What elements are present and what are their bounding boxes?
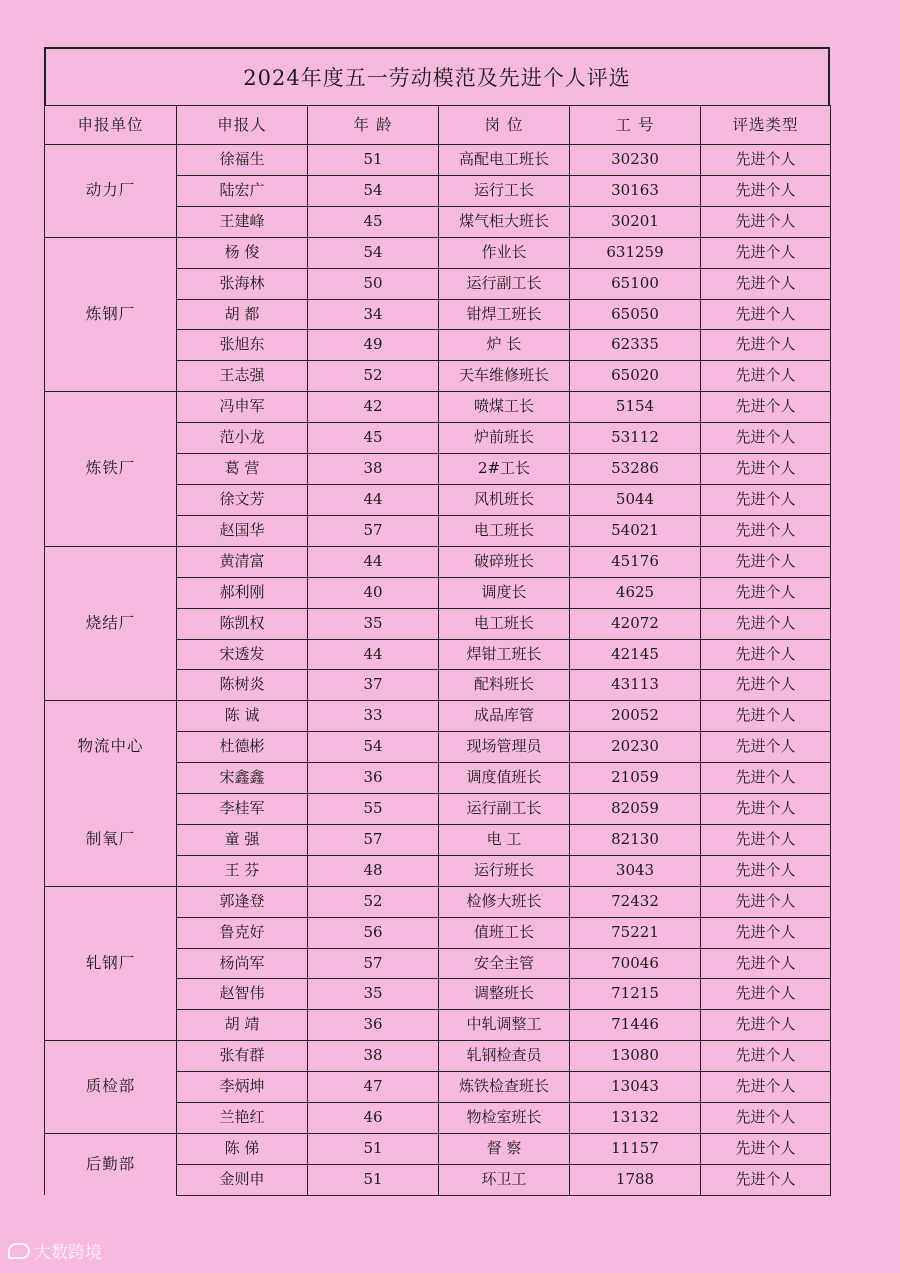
person-cell: 杨尚军 — [177, 948, 308, 979]
employee-id-cell: 5044 — [570, 484, 701, 515]
post-cell: 调度长 — [439, 577, 570, 608]
table-row — [45, 546, 831, 577]
employee-id-cell: 13080 — [570, 1041, 701, 1072]
age-cell: 44 — [308, 639, 439, 670]
employee-id-cell: 30163 — [570, 175, 701, 206]
watermark-logo-icon — [8, 1243, 30, 1259]
post-cell: 风机班长 — [439, 484, 570, 515]
post-cell: 督 察 — [439, 1134, 570, 1165]
age-cell: 47 — [308, 1072, 439, 1103]
award-type-cell: 先进个人 — [701, 639, 831, 670]
post-cell: 运行班长 — [439, 855, 570, 886]
employee-id-cell: 20052 — [570, 701, 701, 732]
employee-id-cell: 72432 — [570, 886, 701, 917]
age-cell: 57 — [308, 515, 439, 546]
table-row — [45, 701, 831, 732]
person-cell: 王建峰 — [177, 206, 308, 237]
person-cell: 黄清富 — [177, 546, 308, 577]
col-header-post: 岗 位 — [439, 106, 570, 145]
award-type-cell: 先进个人 — [701, 330, 831, 361]
person-cell: 陈树炎 — [177, 670, 308, 701]
employee-id-cell: 82130 — [570, 824, 701, 855]
age-cell: 44 — [308, 484, 439, 515]
employee-id-cell: 65020 — [570, 361, 701, 392]
employee-id-cell: 75221 — [570, 917, 701, 948]
table-row — [45, 1041, 831, 1072]
unit-cell: 动力厂 — [45, 145, 177, 238]
employee-id-cell: 1788 — [570, 1164, 701, 1195]
post-cell: 值班工长 — [439, 917, 570, 948]
employee-id-cell: 65100 — [570, 268, 701, 299]
table-row — [45, 145, 831, 176]
age-cell: 52 — [308, 886, 439, 917]
person-cell: 李炳坤 — [177, 1072, 308, 1103]
unit-cell: 轧钢厂 — [45, 886, 177, 1041]
award-type-cell: 先进个人 — [701, 361, 831, 392]
document-title: 2024年度五一劳动模范及先进个人评选 — [44, 47, 830, 105]
award-type-cell: 先进个人 — [701, 1164, 831, 1195]
employee-id-cell: 5154 — [570, 392, 701, 423]
age-cell: 38 — [308, 1041, 439, 1072]
award-type-cell: 先进个人 — [701, 886, 831, 917]
age-cell: 54 — [308, 237, 439, 268]
age-cell: 50 — [308, 268, 439, 299]
post-cell: 运行工长 — [439, 175, 570, 206]
table-row — [45, 392, 831, 423]
post-cell: 天车维修班长 — [439, 361, 570, 392]
award-type-cell: 先进个人 — [701, 824, 831, 855]
age-cell: 40 — [308, 577, 439, 608]
post-cell: 炉前班长 — [439, 423, 570, 454]
employee-id-cell: 20230 — [570, 732, 701, 763]
col-header-person: 申报人 — [177, 106, 308, 145]
age-cell: 44 — [308, 546, 439, 577]
post-cell: 中轧调整工 — [439, 1010, 570, 1041]
post-cell: 煤气柜大班长 — [439, 206, 570, 237]
award-type-cell: 先进个人 — [701, 206, 831, 237]
col-header-age: 年 龄 — [308, 106, 439, 145]
award-type-cell: 先进个人 — [701, 1041, 831, 1072]
award-type-cell: 先进个人 — [701, 732, 831, 763]
age-cell: 52 — [308, 361, 439, 392]
person-cell: 胡 靖 — [177, 1010, 308, 1041]
award-type-cell: 先进个人 — [701, 763, 831, 794]
award-type-cell: 先进个人 — [701, 237, 831, 268]
award-type-cell: 先进个人 — [701, 1072, 831, 1103]
unit-cell: 炼铁厂 — [45, 392, 177, 547]
person-cell: 胡 都 — [177, 299, 308, 330]
age-cell: 45 — [308, 206, 439, 237]
post-cell: 高配电工班长 — [439, 145, 570, 176]
person-cell: 葛 营 — [177, 454, 308, 485]
award-type-cell: 先进个人 — [701, 948, 831, 979]
employee-id-cell: 43113 — [570, 670, 701, 701]
age-cell: 56 — [308, 917, 439, 948]
watermark — [8, 1238, 102, 1263]
person-cell: 鲁克好 — [177, 917, 308, 948]
award-type-cell: 先进个人 — [701, 454, 831, 485]
award-type-cell: 先进个人 — [701, 515, 831, 546]
award-type-cell: 先进个人 — [701, 577, 831, 608]
person-cell: 张海林 — [177, 268, 308, 299]
post-cell: 轧钢检查员 — [439, 1041, 570, 1072]
person-cell: 张有群 — [177, 1041, 308, 1072]
age-cell: 57 — [308, 824, 439, 855]
post-cell: 焊钳工班长 — [439, 639, 570, 670]
award-type-cell: 先进个人 — [701, 855, 831, 886]
award-type-cell: 先进个人 — [701, 1134, 831, 1165]
post-cell: 炉 长 — [439, 330, 570, 361]
award-type-cell: 先进个人 — [701, 794, 831, 825]
post-cell: 破碎班长 — [439, 546, 570, 577]
age-cell: 35 — [308, 979, 439, 1010]
post-cell: 作业长 — [439, 237, 570, 268]
age-cell: 34 — [308, 299, 439, 330]
person-cell: 童 强 — [177, 824, 308, 855]
post-cell: 调整班长 — [439, 979, 570, 1010]
age-cell: 48 — [308, 855, 439, 886]
award-type-cell: 先进个人 — [701, 701, 831, 732]
age-cell: 42 — [308, 392, 439, 423]
post-cell: 炼铁检查班长 — [439, 1072, 570, 1103]
person-cell: 郭逢登 — [177, 886, 308, 917]
award-type-cell: 先进个人 — [701, 546, 831, 577]
person-cell: 徐福生 — [177, 145, 308, 176]
post-cell: 钳焊工班长 — [439, 299, 570, 330]
table-row — [45, 237, 831, 268]
award-type-cell: 先进个人 — [701, 484, 831, 515]
age-cell: 37 — [308, 670, 439, 701]
person-cell: 杜德彬 — [177, 732, 308, 763]
employee-id-cell: 42072 — [570, 608, 701, 639]
age-cell: 54 — [308, 732, 439, 763]
age-cell: 38 — [308, 454, 439, 485]
award-type-cell: 先进个人 — [701, 979, 831, 1010]
age-cell: 33 — [308, 701, 439, 732]
person-cell: 张旭东 — [177, 330, 308, 361]
employee-id-cell: 631259 — [570, 237, 701, 268]
person-cell: 王 芬 — [177, 855, 308, 886]
unit-cell: 制氧厂 — [45, 794, 177, 887]
post-cell: 环卫工 — [439, 1164, 570, 1195]
employee-id-cell: 13043 — [570, 1072, 701, 1103]
post-cell: 2#工长 — [439, 454, 570, 485]
age-cell: 51 — [308, 145, 439, 176]
table-row — [45, 886, 831, 917]
employee-id-cell: 53286 — [570, 454, 701, 485]
employee-id-cell: 45176 — [570, 546, 701, 577]
watermark-text: 大数跨境 — [34, 1243, 102, 1263]
award-type-cell: 先进个人 — [701, 175, 831, 206]
post-cell: 配料班长 — [439, 670, 570, 701]
age-cell: 35 — [308, 608, 439, 639]
award-type-cell: 先进个人 — [701, 608, 831, 639]
post-cell: 电 工 — [439, 824, 570, 855]
person-cell: 宋鑫鑫 — [177, 763, 308, 794]
employee-id-cell: 82059 — [570, 794, 701, 825]
col-header-employee-id: 工 号 — [570, 106, 701, 145]
col-header-unit: 申报单位 — [45, 106, 177, 145]
award-type-cell: 先进个人 — [701, 1103, 831, 1134]
award-type-cell: 先进个人 — [701, 268, 831, 299]
person-cell: 范小龙 — [177, 423, 308, 454]
employee-id-cell: 54021 — [570, 515, 701, 546]
person-cell: 兰艳红 — [177, 1103, 308, 1134]
person-cell: 陆宏广 — [177, 175, 308, 206]
person-cell: 杨 俊 — [177, 237, 308, 268]
person-cell: 冯申军 — [177, 392, 308, 423]
post-cell: 安全主管 — [439, 948, 570, 979]
award-type-cell: 先进个人 — [701, 670, 831, 701]
employee-id-cell: 4625 — [570, 577, 701, 608]
employee-id-cell: 11157 — [570, 1134, 701, 1165]
employee-id-cell: 65050 — [570, 299, 701, 330]
unit-cell: 物流中心 — [45, 701, 177, 794]
post-cell: 喷煤工长 — [439, 392, 570, 423]
age-cell: 51 — [308, 1134, 439, 1165]
post-cell: 成品库管 — [439, 701, 570, 732]
col-header-award-type: 评选类型 — [701, 106, 831, 145]
award-roster-table — [44, 105, 831, 1196]
award-type-cell: 先进个人 — [701, 917, 831, 948]
unit-cell: 后勤部 — [45, 1134, 177, 1196]
person-cell: 李桂军 — [177, 794, 308, 825]
person-cell: 赵国华 — [177, 515, 308, 546]
post-cell: 电工班长 — [439, 515, 570, 546]
employee-id-cell: 30230 — [570, 145, 701, 176]
post-cell: 调度值班长 — [439, 763, 570, 794]
employee-id-cell: 30201 — [570, 206, 701, 237]
post-cell: 现场管理员 — [439, 732, 570, 763]
table-row — [45, 1134, 831, 1165]
employee-id-cell: 71215 — [570, 979, 701, 1010]
employee-id-cell: 71446 — [570, 1010, 701, 1041]
award-type-cell: 先进个人 — [701, 145, 831, 176]
age-cell: 45 — [308, 423, 439, 454]
employee-id-cell: 13132 — [570, 1103, 701, 1134]
person-cell: 陈 俤 — [177, 1134, 308, 1165]
age-cell: 36 — [308, 1010, 439, 1041]
age-cell: 36 — [308, 763, 439, 794]
employee-id-cell: 62335 — [570, 330, 701, 361]
person-cell: 郝利刚 — [177, 577, 308, 608]
award-type-cell: 先进个人 — [701, 1010, 831, 1041]
post-cell: 电工班长 — [439, 608, 570, 639]
age-cell: 57 — [308, 948, 439, 979]
age-cell: 46 — [308, 1103, 439, 1134]
person-cell: 王志强 — [177, 361, 308, 392]
person-cell: 宋透发 — [177, 639, 308, 670]
person-cell: 陈 诚 — [177, 701, 308, 732]
unit-cell: 炼钢厂 — [45, 237, 177, 392]
table-body — [45, 145, 831, 1196]
person-cell: 赵智伟 — [177, 979, 308, 1010]
employee-id-cell: 21059 — [570, 763, 701, 794]
table-row — [45, 794, 831, 825]
age-cell: 55 — [308, 794, 439, 825]
age-cell: 51 — [308, 1164, 439, 1195]
employee-id-cell: 3043 — [570, 855, 701, 886]
unit-cell: 烧结厂 — [45, 546, 177, 701]
post-cell: 检修大班长 — [439, 886, 570, 917]
table-header-row — [45, 106, 831, 145]
employee-id-cell: 53112 — [570, 423, 701, 454]
award-type-cell: 先进个人 — [701, 392, 831, 423]
person-cell: 金则申 — [177, 1164, 308, 1195]
age-cell: 49 — [308, 330, 439, 361]
employee-id-cell: 70046 — [570, 948, 701, 979]
employee-id-cell: 42145 — [570, 639, 701, 670]
post-cell: 物检室班长 — [439, 1103, 570, 1134]
award-type-cell: 先进个人 — [701, 423, 831, 454]
age-cell: 54 — [308, 175, 439, 206]
person-cell: 陈凯权 — [177, 608, 308, 639]
post-cell: 运行副工长 — [439, 794, 570, 825]
award-type-cell: 先进个人 — [701, 299, 831, 330]
unit-cell: 质检部 — [45, 1041, 177, 1134]
post-cell: 运行副工长 — [439, 268, 570, 299]
person-cell: 徐文芳 — [177, 484, 308, 515]
